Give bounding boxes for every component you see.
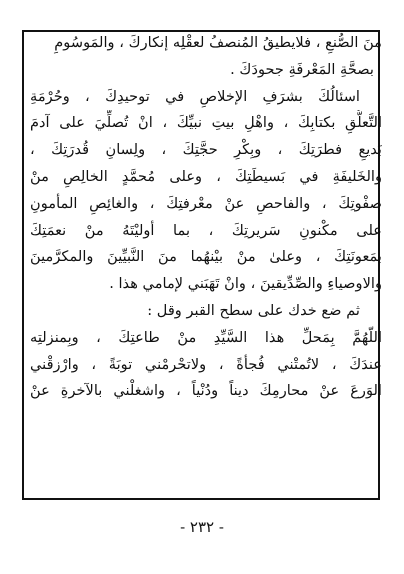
text-line: اسئالُكَ بشرَفِ الإخلاصِ في توحيدِكَ ، وحُرْمَةِ	[30, 87, 360, 105]
text-line: عندَكَ ، لاتُمتْني فُجأةً ، ولاتحْرمْني توبَةً ، وارْزقْني	[30, 355, 382, 373]
text-line: التَّعلُّقِ بكتابِكَ ، واهْلِ بيتِ نبيِّكَ ، انْ تُصلِّيَ على آدمَ	[30, 114, 382, 132]
text-line: اللّهُمَّ بِمَحلِّ هذا السَّيِّدِ منْ طاعتِكَ ، وبِمنزلتِه	[30, 328, 382, 346]
text-line: بَديعِ فطرَتِكَ ، وبِكْرِ حجَّتِكَ ، ولِسانِ قُدرَتِكَ ،	[30, 141, 382, 159]
page-number: - ٢٣٢ -	[180, 518, 224, 536]
text-line: على مكْنونِ سَريرتِكَ ، بما أوليْتَهُ منْ نعمَتِكَ	[30, 221, 382, 239]
text-line: صفْوتِكَ ، والفاحصِ عنْ معْرفتِكَ ، والغائِصِ المأمونِ	[30, 194, 382, 212]
text-line: والاوصياءِ والصِّدِّيقينَ ، وانْ تَهَبَني لإمامي هذا .	[109, 275, 382, 293]
text-line: والخَليفَةِ في بَسيطَتِكَ ، وعلى مُحمَّدٍ الخالِصِ منْ	[30, 167, 382, 185]
text-line: بصحَّةِ المَعْرفَةِ جحودَكَ .	[230, 60, 374, 78]
body-text	[30, 30, 382, 405]
instruction-line: ثم ضع خدك على سطح القبر وقل :	[147, 301, 360, 319]
text-line: الوَرعَ عنْ محارمِكَ ديناً ودُنْياً ، واشغلْني بالآخرةِ عنْ	[30, 382, 382, 400]
text-line: منَ الصُّنعِ ، فلايطيقُ المُنصفُ لعقْلِه إنكاركَ ، والمَوسُومِ	[54, 34, 382, 51]
text-line: بمَعونَتِكَ ، وعلىٰ منْ بيْنهُما منَ النَّبيِّينَ والمكرَّمينَ	[30, 248, 382, 266]
